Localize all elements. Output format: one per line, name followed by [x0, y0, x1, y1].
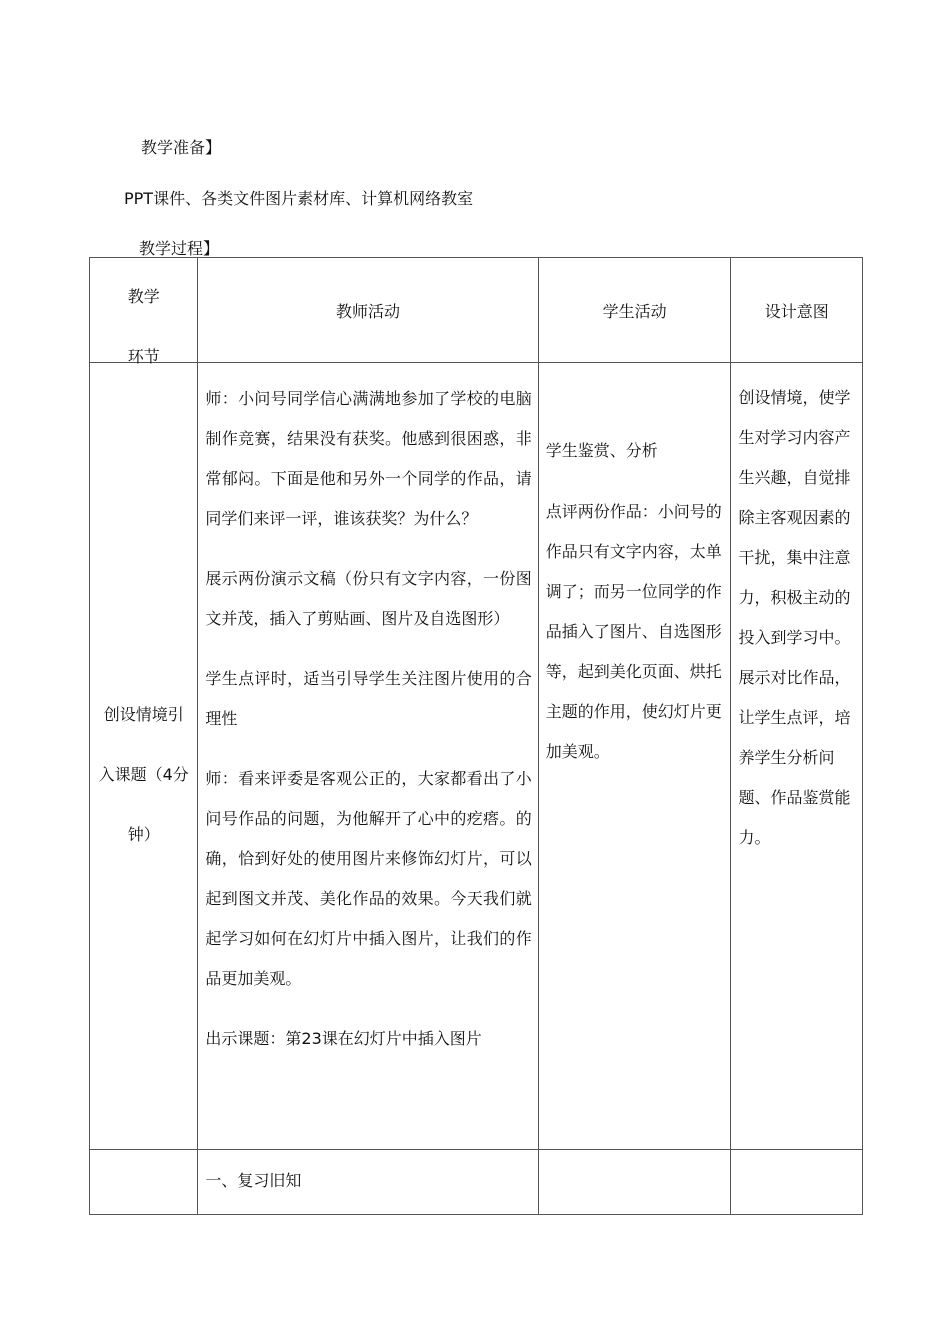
student-paragraph: 学生鉴赏、分析: [545, 441, 658, 460]
stage-cell: [90, 1150, 198, 1215]
header-stage-top: 教学: [127, 287, 160, 306]
header-stage-cell: [90, 258, 198, 366]
student-activity-cell: [538, 1150, 731, 1215]
header-design-label: 设计意图: [764, 301, 829, 321]
teacher-paragraph: 一、复习旧知: [205, 1171, 302, 1190]
design-intent-cell: [731, 1150, 863, 1215]
header-stage-bottom: 环节: [127, 347, 160, 366]
header-student-label: 学生活动: [602, 301, 667, 321]
teacher-activity-cell: [198, 363, 538, 1150]
stage-label: 创设情境引入课题（4分钟）: [98, 705, 189, 844]
section-heading-process: 教学过程】: [139, 239, 220, 258]
design-paragraph: 创设情境，使学生对学习内容产生兴趣，自觉排除主客观因素的干扰，集中注意力，积极主动的投入到学习中。展示对比作品，让学生点评，培养学生分析问题、作品鉴赏能力。: [738, 388, 851, 847]
teacher-activity-cell: [198, 1150, 538, 1215]
teacher-paragraph: 师：小问号同学信心满满地参加了学校的电脑制作竞赛，结果没有获奖。他感到很困惑，非常郁闷。下面是他和另外一个同学的作品，请同学们来评一评，谁该获奖？为什么？: [205, 389, 532, 528]
table-row: [90, 1150, 863, 1215]
student-paragraph: 点评两份作品：小问号的作品只有文字内容，太单调了；而另一位同学的作品插入了图片、自选图形等，起到美化页面、烘托主题的作用，使幻灯片更加美观。: [545, 502, 722, 761]
header-student-cell: [538, 258, 731, 363]
lesson-process-table: [89, 257, 863, 1215]
header-teacher-cell: [198, 258, 538, 363]
teacher-paragraph: 学生点评时，适当引导学生关注图片使用的合理性: [205, 669, 532, 728]
teacher-paragraph: 展示两份演示文稿（份只有文字内容，一份图文并茂，插入了剪贴画、图片及自选图形）: [205, 569, 532, 628]
teacher-paragraph: 出示课题：第23课在幻灯片中插入图片: [205, 1029, 482, 1048]
section-heading-preparation: 教学准备】: [141, 138, 222, 157]
stage-cell: [90, 363, 198, 1150]
student-activity-cell: [538, 363, 731, 1150]
design-intent-cell: [731, 363, 863, 1150]
header-teacher-label: 教师活动: [336, 301, 401, 321]
table-header-row: [90, 258, 863, 363]
teacher-paragraph: 师：看来评委是客观公正的，大家都看出了小问号作品的问题，为他解开了心中的疙瘩。的确，恰到好处的使用图片来修饰幻灯片，可以起到图文并茂、美化作品的效果。今天我们就起学习如何在幻灯片中插入图片，让我们的作品更加美观。: [205, 769, 532, 988]
table-row: [90, 363, 863, 1150]
materials-text: PPT课件、各类文件图片素材库、计算机网络教室: [124, 189, 474, 208]
header-design-cell: [731, 258, 863, 363]
